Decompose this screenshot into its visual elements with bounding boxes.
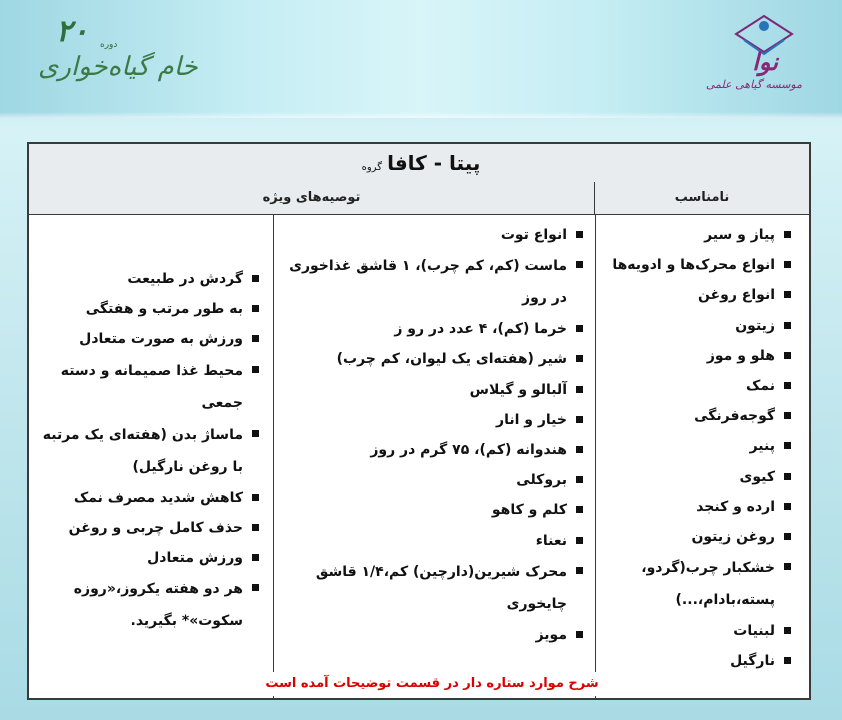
logo-small-text: دوره [100,40,118,50]
list-item: گردش در طبیعت [41,264,263,294]
list-item: خیار و انار [281,405,587,435]
lifestyle-recommendations-list [41,264,263,637]
header-recommendations: توصیه‌های ویژه [29,182,595,214]
institute-logo [696,14,806,106]
list-item: نارگیل [603,646,795,676]
list-item: محیط غذا صمیمانه و دسته جمعی [41,355,263,419]
table-title [29,144,809,183]
list-item: نعناء [281,526,587,556]
list-item: هر دو هفته یکروز،«روزه سکوت»* بگیرید. [41,573,263,637]
list-item: هندوانه (کم)، ۷۵ گرم در روز [281,435,587,465]
list-item: انواع محرک‌ها و ادویه‌ها [603,250,795,280]
list-item: ارده و کنجد [603,492,795,522]
list-item: انواع توت [281,220,587,250]
header-unsuitable: نامناسب [674,190,730,205]
table-header [29,182,809,215]
course-logo [30,14,198,104]
list-item: شیر (هفته‌ای یک لیوان، کم چرب) [281,344,587,374]
list-item: بروکلی [281,465,587,495]
food-recommendations-list [281,220,587,650]
list-item: حذف کامل چربی و روغن [41,513,263,543]
list-item: ورزش به صورت متعادل [41,324,263,354]
institute-subtitle: موسسه گیاهی علمی [705,78,802,91]
list-item: ماست (کم، کم چرب)، ۱ قاشق غذاخوری در روز [281,250,587,314]
list-item: انواع روغن [603,280,795,310]
list-item: پنیر [603,431,795,461]
list-item: به طور مرتب و هفتگی [41,294,263,324]
list-item: روغن زیتون [603,522,795,552]
diet-table [27,142,811,700]
unsuitable-list [603,220,795,677]
list-item: ماساژ بدن (هفته‌ای یک مرتبه با روغن نارگیل) [41,419,263,483]
logo-number: ۲۰ [56,14,89,49]
list-item: خشکبار چرب(گردو، پسته،بادام،...) [603,552,795,616]
list-item: گوجه‌فرنگی [603,401,795,431]
list-item: کاهش شدید مصرف نمک [41,483,263,513]
list-item: آلبالو و گیلاس [281,375,587,405]
column-divider [595,214,596,700]
logo-text: خام گیاه‌خواری [38,52,198,82]
list-item: پیاز و سیر [603,220,795,250]
list-item: مویز [281,620,587,650]
group-name: پیتا - کافا [387,151,481,175]
list-item: لبنیات [603,616,795,646]
footnote: شرح موارد ستاره دار در قسمت توضیحات آمده است [244,672,620,696]
list-item: زیتون [603,311,795,341]
list-item: کیوی [603,462,795,492]
list-item: هلو و موز [603,341,795,371]
list-item: نمک [603,371,795,401]
institute-name: نوا [752,48,778,76]
group-label: گروه [361,162,382,173]
list-item: محرک شیرین(دارچین) کم،۱/۴ قاشق چایخوری [281,556,587,620]
list-item: خرما (کم)، ۴ عدد در رو ز [281,314,587,344]
column-divider [273,214,274,700]
list-item: کلم و کاهو [281,495,587,525]
list-item: ورزش متعادل [41,543,263,573]
